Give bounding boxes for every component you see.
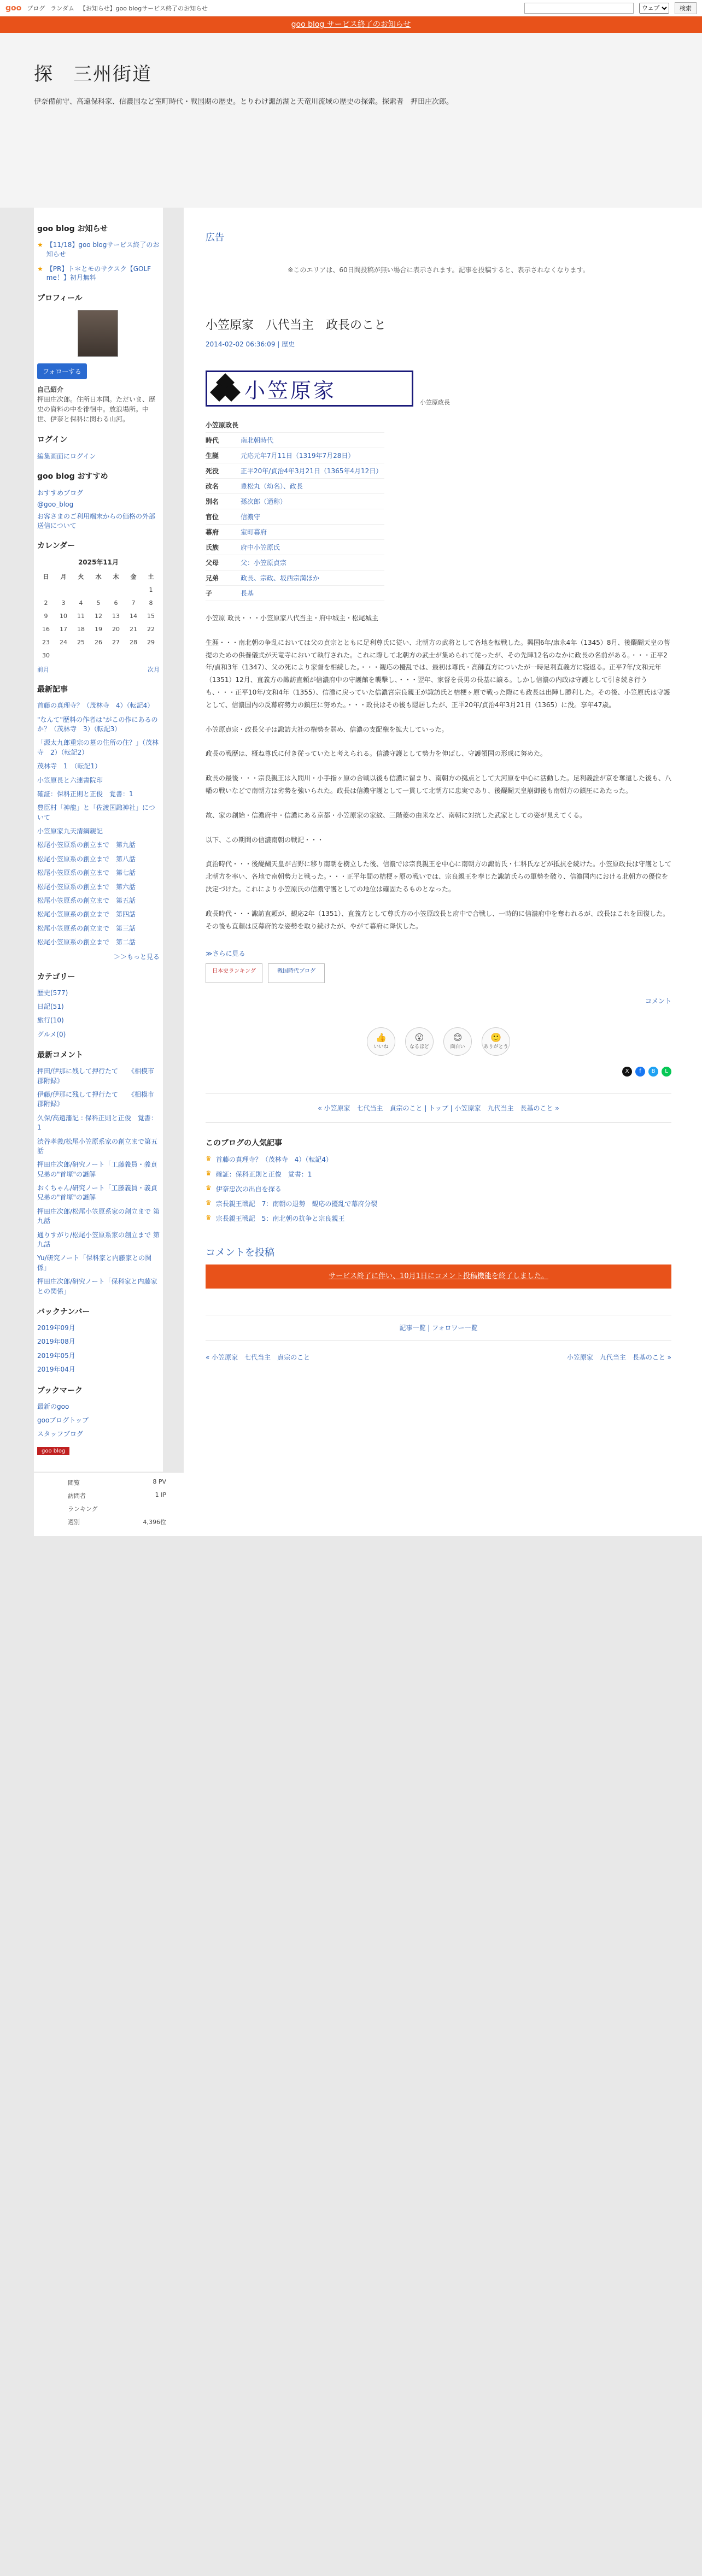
calendar-day (107, 649, 125, 662)
stat-label: ランキング (68, 1505, 98, 1513)
post-paragraph: 生涯・・・南北朝の争乱においては父の貞宗とともに足利尊氏に従い、北朝方の武将として各地を転戦した。興国6年/康永4年（1345）8月、後醍醐天皇の菩提のための供養儀式が天竜寺において執行された。これに際して北朝方の武士が集められて従ったが、その先陣12名のなかに政長の名前がある。・・・正平2年/貞和3年（1347）、父の死により家督を相続した。・・・観応の擾乱では、最初は尊氏・高師直方についたが一時足利直義方に寝返る。正平7年/文和元年（1351）12月、直義方の諏訪直頼が信濃府中の守護館を襲撃し、・・・翌年、家督を長男の長基に譲る。しかし信濃の内政は守護として引き続き行うも、・・・正平10年/文和4年（1355）、信濃に戻っていた信濃宮宗良親王が諏訪氏と桔梗ヶ原で戦った際にも政長は出陣し勝利した。その後、小笠原氏は守護として、信濃国内の反幕府勢力の鎮圧に努めた。・・・政長はその後も隠居したが、正平20年/貞治4年3月21日（1365）に没。享年47歳。 (206, 638, 670, 709)
comment-item[interactable] (37, 1114, 160, 1133)
comment-link[interactable]: コメント (645, 997, 671, 1005)
recent-post-item[interactable] (37, 840, 160, 850)
comment-item-link[interactable]: 押田庄次郎/研究ノート「工藤義員・義貞兄弟の"首塚"の謎解 (37, 1161, 157, 1178)
comment-item-link[interactable]: 通りすがり/松尾小笠原系家の創立まで 第九話 (37, 1231, 160, 1249)
info-key: 兄弟 (206, 571, 241, 586)
reaction-icon: 🙂 (490, 1032, 501, 1043)
comment-item-link[interactable]: 渋谷孝義/松尾小笠原系家の創立まで第五話 (37, 1137, 158, 1155)
calendar-day (55, 649, 72, 662)
popular-item[interactable] (206, 1184, 671, 1193)
stat-value: 1 IP (155, 1491, 166, 1498)
info-value[interactable]: 府中小笠原氏 (241, 540, 384, 555)
category-item[interactable] (37, 989, 160, 998)
stat-value: 8 PV (153, 1478, 166, 1485)
info-value[interactable]: 南北朝時代 (241, 433, 384, 448)
crown-icon: ♛ (206, 1184, 212, 1192)
follow-button[interactable]: フォローする (37, 363, 87, 379)
backnumber-item-link[interactable]: 2019年09月 (37, 1324, 75, 1332)
recent-post-item-link[interactable]: 小笠原家九天清綱親記 (37, 827, 103, 836)
recent-post-item-link[interactable]: 松尾小笠原系の創立まで 第二話 (37, 938, 136, 946)
bookmark-item[interactable] (37, 1402, 160, 1411)
bookmark-item[interactable] (37, 1416, 160, 1425)
info-value[interactable]: 元応元年7月11日（1319年7月28日） (241, 448, 384, 463)
calendar-day[interactable]: 28 (130, 638, 137, 646)
calendar-day[interactable]: 8 (149, 599, 153, 607)
calendar-weekday: 火 (78, 573, 84, 581)
recent-post-item[interactable] (37, 715, 160, 734)
recent-post-item-link[interactable]: 「源太九郎重宗の墓の住所の住？」（茂林寺 2）（転記2） (37, 739, 159, 756)
calendar-title: 2025年11月 (78, 558, 119, 567)
comment-item[interactable] (37, 1277, 160, 1296)
calendar-day[interactable]: 12 (95, 612, 102, 620)
avatar[interactable] (78, 310, 118, 357)
backnumber-list (37, 1324, 160, 1375)
info-key: 別名 (206, 494, 241, 509)
stat-label: 閲覧 (68, 1479, 80, 1486)
popular-link[interactable]: 伊奈忠次の出自を探る (215, 1185, 282, 1193)
comment-item[interactable] (37, 1160, 160, 1179)
info-row (206, 494, 384, 509)
calendar-week (37, 609, 160, 622)
info-row (206, 433, 384, 448)
login-heading: ログイン (37, 436, 68, 445)
recent-post-item[interactable] (37, 790, 160, 799)
top-bar (0, 0, 702, 16)
notice-item[interactable]: ★ 【PR】ト＊とモのサクスク【GOLF me！】初月無料 (37, 264, 151, 282)
search-input[interactable] (524, 3, 634, 14)
backnumber-item-link[interactable]: 2019年04月 (37, 1366, 75, 1374)
reaction-label: 面白い (450, 1044, 465, 1050)
recent-post-item[interactable] (37, 701, 160, 710)
recent-post-item-link[interactable]: "なんて"歴料の作者は"がこの作にあるのか？（茂林寺 3）（転記3） (37, 715, 158, 733)
category-item[interactable] (37, 1016, 160, 1025)
info-key: 父母 (206, 555, 241, 571)
blog-header (0, 33, 702, 208)
blog-description: 伊奈備前守、高遠保科家、信濃国など室町時代・戦国期の歴史。とりわけ諏訪湖と天竜川流域の歴史の探索。探索者 押田庄次郎。 (34, 98, 454, 106)
bookmark-item[interactable] (37, 1430, 160, 1439)
calendar-day[interactable]: 18 (77, 625, 85, 633)
recent-post-item-link[interactable]: 松尾小笠原系の創立まで 第六話 (37, 883, 136, 891)
comment-item-link[interactable]: 押田/伊那に残して押行たて 《相模市郡附録》 (37, 1067, 155, 1085)
calendar-day[interactable]: 20 (112, 625, 120, 633)
info-key: 子 (206, 586, 241, 601)
profile-text: 押田庄次郎。住所日本国。ただいま、歴史の資料の中を徘徊中。放浪場所。中世、伊奈と保科に関わる山河。 (37, 396, 156, 424)
reaction-icon: 👍 (376, 1032, 387, 1043)
calendar-day[interactable]: 11 (77, 612, 85, 620)
backnumber-item[interactable] (37, 1365, 160, 1374)
info-key: 生誕 (206, 448, 241, 463)
reactions (206, 1027, 671, 1056)
recent-post-item[interactable] (37, 896, 160, 905)
ranking-badge[interactable]: 戦国時代ブログ (268, 963, 325, 983)
comment-item-link[interactable]: Yu/研究ノート「保科家と内藤家との関係」 (37, 1254, 152, 1272)
info-value[interactable]: 孫次郎（通称） (241, 494, 384, 509)
calendar-day[interactable]: 5 (96, 599, 101, 607)
info-key: 官位 (206, 509, 241, 525)
kamon-image (206, 370, 413, 407)
info-table (206, 417, 384, 601)
kamon-caption: 小笠原政長 (420, 399, 450, 406)
search-scope-select[interactable] (639, 3, 669, 14)
post-paragraph: 貞治時代・・・後醍醐天皇が吉野に移り南朝を樹立した後、信濃では宗良親王を中心に南朝方の諏訪氏・仁科氏などが抵抗を続けた。小笠原政長は守護として北朝方を率い、各地で南朝勢力と戦った。・・・正平年間の桔梗ヶ原の戦いでは、宗良親王を奉じた諏訪氏らの軍勢を破り、信濃国内における北朝方の優位を決定づけた。これにより小笠原氏の信濃守護としての地位は確固たるものとなった。 (206, 860, 672, 893)
post-title[interactable]: 小笠原家 八代当主 政長のこと (206, 319, 387, 332)
star-icon: ★ (37, 241, 43, 249)
topbar-link-notice[interactable]: 【お知らせ】goo blogサービス終了のお知らせ (79, 4, 208, 12)
backnumber-heading: バックナンバー (37, 1307, 90, 1316)
info-row (206, 417, 384, 433)
kamon-icon (213, 376, 238, 401)
recent-post-item-link[interactable]: 松尾小笠原系の創立まで 第四話 (37, 910, 136, 919)
profile-label: 自己紹介 (37, 386, 64, 394)
calendar-prev-link[interactable]: 前月 (37, 666, 49, 674)
calendar-day[interactable]: 13 (112, 612, 120, 620)
calendar-heading: カレンダー (37, 542, 75, 551)
recent-post-item[interactable] (37, 883, 160, 892)
category-list (37, 989, 160, 1040)
search-button[interactable]: 検索 (675, 2, 697, 14)
category-item[interactable] (37, 1002, 160, 1011)
comment-item-link[interactable]: 伊藤/伊那に残して押行たて 《相模市郡附録》 (37, 1090, 155, 1108)
reaction-icon: 😮 (414, 1032, 424, 1043)
info-row (206, 463, 384, 479)
recent-post-item[interactable] (37, 938, 160, 947)
reaction-icon: 😊 (453, 1032, 463, 1043)
comment-item[interactable] (37, 1067, 160, 1086)
login-link[interactable]: 編集画面にログイン (37, 452, 96, 461)
info-row (206, 555, 384, 571)
recent-post-item-link[interactable]: 首藤の真理寺？（茂林寺 4）（転記4） (37, 702, 154, 710)
popular-item[interactable] (206, 1214, 671, 1223)
calendar-day[interactable]: 1 (149, 586, 153, 593)
calendar-week (37, 649, 160, 662)
blog-title[interactable]: 探 三州街道 (34, 63, 152, 85)
footer-prev-link[interactable]: « 小笠原家 七代当主 貞宗のこと (206, 1354, 311, 1362)
calendar-week (37, 636, 160, 649)
comment-list (37, 1067, 160, 1296)
info-value[interactable]: 豊松丸（幼名）、政長 (241, 479, 384, 494)
bookmark-item-link[interactable]: 最新のgoo (37, 1402, 69, 1410)
category-item-link[interactable]: 日記(51) (37, 1003, 64, 1010)
reaction-label: いいね (373, 1044, 389, 1050)
goo-blog-badge[interactable]: goo blog (37, 1447, 69, 1455)
recent-post-item[interactable] (37, 762, 160, 771)
info-key: 改名 (206, 479, 241, 494)
calendar-day[interactable]: 10 (60, 612, 67, 620)
comment-item[interactable] (37, 1207, 160, 1226)
calendar-weekday: 日 (43, 573, 49, 581)
post-meta: 2014-02-02 06:36:09 | 歴史 (206, 340, 295, 348)
profile-heading: プロフィール (37, 294, 83, 303)
calendar-next-link[interactable]: 次月 (148, 666, 160, 674)
backnumber-item[interactable] (37, 1324, 160, 1333)
post-paragraph: 故、家の創始・信濃府中・信濃にある京都・小笠原家の家紋、三階菱の由来など、南朝に対抗した武家としての姿が見えてくる。 (206, 811, 587, 819)
calendar-day[interactable]: 17 (60, 625, 67, 633)
calendar-day[interactable]: 19 (95, 625, 102, 633)
notice-heading: goo blog お知らせ (37, 225, 108, 233)
comment-item[interactable] (37, 1254, 160, 1273)
comment-item[interactable] (37, 1184, 160, 1203)
crown-icon: ♛ (206, 1199, 212, 1207)
hatena-share-icon[interactable]: B (648, 1067, 658, 1077)
recent-post-item-link[interactable]: 松尾小笠原系の創立まで 第八話 (37, 855, 136, 863)
reaction-button[interactable] (367, 1027, 395, 1056)
comment-heading: コメントを投稿 (206, 1247, 274, 1259)
recent-post-item-link[interactable]: 松尾小笠原系の創立まで 第五話 (37, 897, 136, 905)
calendar-day (90, 583, 107, 596)
recommend-link[interactable]: @goo_blog (37, 501, 74, 509)
calendar-day[interactable]: 15 (147, 612, 155, 620)
calendar-day[interactable]: 16 (42, 625, 50, 633)
line-share-icon[interactable]: L (662, 1067, 671, 1077)
info-key: 氏族 (206, 540, 241, 555)
recent-post-item[interactable] (37, 924, 160, 933)
category-heading: カテゴリー (37, 972, 75, 981)
kamon-text: 小笠原家 (244, 378, 337, 403)
stat-row (68, 1478, 166, 1487)
recent-post-item-link[interactable]: 確証：保科正則と正俊 覚書：1 (37, 790, 133, 798)
category-item-link[interactable]: 歴史(577) (37, 989, 68, 997)
calendar-day (72, 583, 90, 596)
star-icon: ★ (37, 264, 43, 273)
main-content (184, 208, 702, 1536)
calendar-day[interactable]: 22 (147, 625, 155, 633)
recent-post-item-link[interactable]: 豊臣村「神龍」と「佐渡国諏神社」について (37, 804, 155, 821)
calendar-day (72, 649, 90, 662)
popular-item[interactable] (206, 1155, 671, 1164)
comment-item-link[interactable]: 押田庄次郎/松尾小笠原系家の創立まで 第九話 (37, 1207, 160, 1225)
goo-logo[interactable]: goo (5, 3, 22, 13)
info-row (206, 540, 384, 555)
recent-post-item-link[interactable]: 松尾小笠原系の創立まで 第三話 (37, 924, 136, 932)
calendar-weekday: 木 (113, 573, 119, 581)
backnumber-item[interactable] (37, 1351, 160, 1361)
bookmark-item-link[interactable]: gooブログトップ (37, 1416, 89, 1424)
recent-post-item[interactable] (37, 803, 160, 822)
info-key: 時代 (206, 433, 241, 448)
stat-label: 訪問者 (68, 1492, 86, 1499)
info-key: 死没 (206, 463, 241, 479)
recent-post-item[interactable] (37, 868, 160, 878)
calendar-weekday: 水 (95, 573, 102, 581)
calendar (37, 570, 160, 662)
footer-next-link[interactable]: 小笠原家 九代当主 長基のこと » (566, 1354, 671, 1362)
calendar-day[interactable]: 7 (131, 599, 136, 607)
calendar-day[interactable]: 3 (61, 599, 66, 607)
recommend-text[interactable]: お客さまのご利用端末からの価格の外部送信について (37, 513, 156, 530)
info-value (241, 417, 384, 433)
info-key: 小笠原政長 (206, 417, 241, 433)
calendar-day[interactable]: 27 (112, 638, 120, 646)
backnumber-item[interactable] (37, 1337, 160, 1346)
calendar-day[interactable]: 4 (79, 599, 83, 607)
bookmark-item-link[interactable]: スタッフブログ (37, 1430, 84, 1438)
calendar-day[interactable]: 21 (130, 625, 137, 633)
post-paragraph: 以下、この期間の信濃南朝の戦記・・・ (206, 836, 324, 844)
recent-post-item[interactable] (37, 827, 160, 836)
stat-value: 4,396位 (143, 1518, 166, 1526)
category-item-link[interactable]: グルメ(0) (37, 1030, 66, 1038)
crown-icon: ♛ (206, 1214, 212, 1222)
access-stats (34, 1473, 197, 1536)
topbar-link-blog[interactable]: ブログ (27, 4, 45, 12)
info-row (206, 525, 384, 540)
post-paragraph: 政長の戦歴は、概ね尊氏に付き従っていたと考えられる。信濃守護として勢力を伸ばし、守護領国の形成に努めた。 (206, 750, 547, 758)
info-row (206, 586, 384, 601)
ranking-badge[interactable]: 日本史ランキング (206, 963, 262, 983)
service-end-banner[interactable]: goo blog サービス終了のお知らせ (0, 16, 702, 33)
backnumber-item-link[interactable]: 2019年08月 (37, 1338, 75, 1346)
reaction-button[interactable] (443, 1027, 472, 1056)
calendar-day (37, 583, 55, 596)
recent-post-item[interactable] (37, 855, 160, 864)
calendar-day (142, 649, 160, 662)
comment-item-link[interactable]: おくちゃん/研究ノート「工藤義員・義貞兄弟の"首塚"の謎解 (37, 1184, 157, 1202)
calendar-day[interactable]: 29 (147, 638, 155, 646)
popular-item[interactable] (206, 1169, 671, 1179)
post-paragraph: 政長の最後・・・宗良親王は入間川・小手指ヶ原の合戦以後も信濃に留まり、南朝方の拠点として大河原を中心に活動した。足利義詮が京を奪還した後も、八幡の戦いなどで南朝方は劣勢を強いられた。政長は信濃守護として一貫して北朝方に忠実であり、後醍醐天皇崩御後も南朝方の鎮圧にあたった。 (206, 774, 672, 795)
crown-icon: ♛ (206, 1169, 212, 1178)
bookmark-list (37, 1402, 160, 1439)
ad-note: ※このエリアは、60日間投稿が無い場合に表示されます。記事を投稿すると、表示されなくなります。 (288, 266, 589, 274)
reaction-label: なるほど (409, 1044, 429, 1050)
post-paragraph: 小笠原 政長・・・小笠原家八代当主・府中城主・松尾城主 (206, 614, 378, 622)
recent-post-item-link[interactable]: 松尾小笠原系の創立まで 第七話 (37, 869, 136, 877)
calendar-day[interactable]: 6 (114, 599, 118, 607)
calendar-week (37, 583, 160, 596)
calendar-day[interactable]: 23 (42, 638, 50, 646)
recent-post-item-link[interactable]: 茂林寺 1 （転記1） (37, 762, 102, 771)
popular-heading: このブログの人気記事 (206, 1139, 282, 1148)
share-row (206, 1067, 671, 1077)
stat-row (68, 1518, 166, 1526)
backnumber-item-link[interactable]: 2019年05月 (37, 1351, 75, 1360)
calendar-day[interactable]: 26 (95, 638, 102, 646)
sidebar (0, 208, 180, 1536)
calendar-week (37, 622, 160, 636)
calendar-day (55, 583, 72, 596)
info-row (206, 571, 384, 586)
calendar-weekday: 月 (60, 573, 67, 581)
calendar-day (90, 649, 107, 662)
bookmark-heading: ブックマーク (37, 1386, 83, 1395)
x-share-icon[interactable]: X (622, 1067, 632, 1077)
info-row (206, 509, 384, 525)
comment-item[interactable] (37, 1137, 160, 1156)
reaction-button[interactable] (405, 1027, 434, 1056)
stat-row (68, 1491, 166, 1500)
comments-heading: 最新コメント (37, 1051, 83, 1060)
calendar-day (125, 649, 142, 662)
info-value[interactable]: 長基 (241, 586, 384, 601)
info-row (206, 479, 384, 494)
comment-closed-banner[interactable]: サービス終了に伴い、10月1日にコメント投稿機能を終了しました。 (206, 1265, 671, 1289)
ad-label: 広告 (206, 232, 224, 243)
calendar-day[interactable]: 25 (77, 638, 85, 646)
calendar-day[interactable]: 2 (44, 599, 48, 607)
calendar-day[interactable]: 24 (60, 638, 67, 646)
recent-post-item[interactable] (37, 776, 160, 785)
recommend-link[interactable]: おすすめブログ (37, 489, 84, 497)
calendar-day (107, 583, 125, 596)
reaction-button[interactable] (482, 1027, 510, 1056)
more-link[interactable]: ≫さらに見る (206, 950, 245, 958)
list-links[interactable]: 記事一覧 | フォロワー一覧 (206, 1315, 671, 1340)
recent-post-item-link[interactable]: 松尾小笠原系の創立まで 第九話 (37, 841, 136, 849)
recent-more-link[interactable]: ＞＞もっと見る (113, 952, 160, 961)
crown-icon: ♛ (206, 1155, 212, 1163)
info-value[interactable]: 信濃守 (241, 509, 384, 525)
calendar-day (125, 583, 142, 596)
popular-link[interactable]: 確証：保科正則と正俊 覚書：1 (215, 1171, 312, 1179)
popular-link[interactable]: 首藤の真理寺？（茂林寺 4）（転記4） (215, 1156, 333, 1164)
post-paragraph: 政長時代・・・諏訪直頼が、観応2年（1351）、直義方として尊氏方の小笠原政長と府中で合戦し、一時的に信濃府中を奪われるが、政長はこれを回復した。その後も直頼は反幕府的な姿勢を取り続けたが、やがて幕府に降伏した。 (206, 909, 670, 930)
recent-post-item[interactable] (37, 910, 160, 919)
comment-item-link[interactable]: 押田庄次郎/研究ノート「保科家と内藤家との関係」 (37, 1278, 157, 1295)
prev-next-nav[interactable]: « 小笠原家 七代当主 貞宗のこと | トップ | 小笠原家 九代当主 長基のこと » (206, 1093, 671, 1123)
popular-link[interactable]: 宗長親王戦記 7：南朝の退勢 観応の擾乱で幕府分裂 (215, 1200, 378, 1208)
notice-item[interactable]: ★ 【11/18】goo blogサービス終了のお知らせ (37, 241, 160, 258)
reaction-label: ありがとう (483, 1044, 508, 1050)
category-item[interactable] (37, 1030, 160, 1039)
recent-heading: 最新記事 (37, 685, 68, 695)
info-row (206, 448, 384, 463)
topbar-link-random[interactable]: ランダム (50, 4, 74, 12)
calendar-week (37, 596, 160, 609)
popular-list (206, 1155, 671, 1223)
post-paragraph: 小笠原貞宗・政長父子は諏訪大社の権勢を弱め、信濃の支配権を拡大していった。 (206, 725, 448, 733)
category-item-link[interactable]: 旅行(10) (37, 1016, 64, 1025)
recommend-heading: goo blog おすすめ (37, 472, 108, 481)
calendar-weekday: 土 (148, 573, 154, 581)
facebook-share-icon[interactable]: f (635, 1067, 645, 1077)
comment-item[interactable] (37, 1231, 160, 1250)
info-value[interactable]: 正平20年/貞治4年3月21日（1365年4月12日） (241, 463, 384, 479)
info-value[interactable]: 室町幕府 (241, 525, 384, 540)
recent-post-item-link[interactable]: 小笠原長と六連書院印 (37, 776, 103, 784)
calendar-day[interactable]: 14 (130, 612, 137, 620)
stat-label: 週別 (68, 1518, 80, 1526)
calendar-day[interactable]: 30 (42, 651, 50, 659)
popular-item[interactable] (206, 1199, 671, 1208)
recent-posts-list (37, 701, 160, 947)
info-value[interactable]: 父：小笠原貞宗 (241, 555, 384, 571)
recent-post-item[interactable] (37, 738, 160, 757)
info-key: 幕府 (206, 525, 241, 540)
comment-item-link[interactable]: 久保/高遠藩記 : 保科正則と正俊 覚書：1 (37, 1114, 157, 1132)
post-body (206, 612, 671, 932)
stat-row (68, 1504, 166, 1513)
calendar-weekday: 金 (130, 573, 137, 581)
calendar-day[interactable]: 9 (44, 612, 48, 620)
popular-link[interactable]: 宗長親王戦記 5：南北朝の抗争と宗良親王 (215, 1215, 345, 1223)
info-value[interactable]: 政長、宗政、坂西宗満ほか (241, 571, 384, 586)
comment-item[interactable] (37, 1090, 160, 1109)
